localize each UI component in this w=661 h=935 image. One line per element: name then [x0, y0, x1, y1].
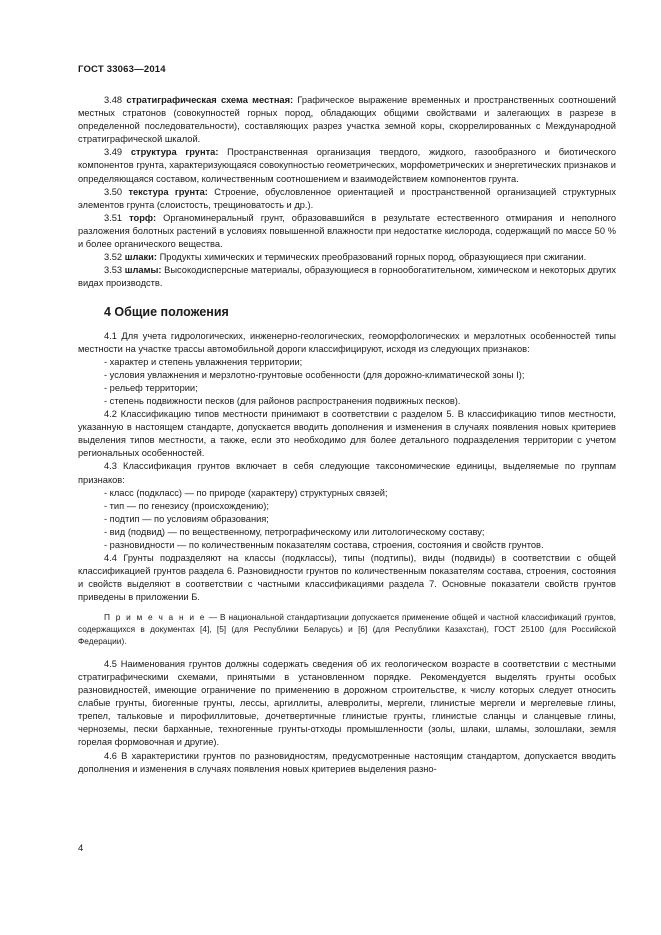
note [78, 612, 616, 647]
document-code: ГОСТ 33063—2014 [78, 64, 166, 75]
list-item: - подтип — по условиям образования; [104, 513, 269, 524]
list-item: - класс (подкласс) — по природе (характеру) структурных связей; [104, 487, 388, 498]
definition-number: 3.49 [104, 147, 123, 158]
definition-text: Пространственная организация твердого, жидкого, газообразного и биотического компонентов грунта, характеризующаяся совокупностью геометрических, морфометрических и энергетических признаков и определяющаяся составом, количественным соотношением и взаимодействием компонентов грунта. [78, 147, 616, 184]
note-label: П р и м е ч а н и е [104, 612, 206, 623]
definition-text: Продукты химических и термических преобразований горных пород, образующиеся при сжигании. [159, 252, 587, 263]
list-item: - вид (подвид) — по вещественному, петрографическому или литологическому составу; [104, 526, 485, 537]
definition-term: структура грунта: [130, 147, 219, 158]
definition-text: Высокодисперсные материалы, образующиеся в горнообогатительном, химическом и некоторых других видах производств. [78, 265, 616, 289]
definition-term: шламы: [124, 265, 162, 276]
list-item: - разновидности — по количественным показателям состава, строения, состояния и свойств грунтов. [104, 540, 544, 550]
definition-number: 3.51 [104, 212, 123, 223]
definition-3-50 [78, 186, 616, 212]
definition-number: 3.50 [104, 186, 123, 197]
paragraph-4-1: 4.1 Для учета гидрологических, инженерно-геологических, геоморфологических и мерзлотных особенностей типы местности на участке трассы автомобильной дороги классифицируют, исходя из следующих признаков: [78, 330, 616, 354]
definition-text: Органоминеральный грунт, образовавшийся в результате естественного отмирания и неполного разложения болотных растений в условиях повышенной влажности при недостатке кислорода, содержащий по массе 50 % и более органического вещества. [78, 212, 616, 250]
definition-text: Графическое выражение временных и пространственных соотношений местных стратонов (совокупностей горных пород, обладающих общими свойствами и залегающих в разрезе в определенной последовательности), составляющих разрез участка земной коры, скоррелированных с Международной стратиграфической шкалой. [78, 95, 617, 145]
list-item: - степень подвижности песков (для районов распространения подвижных песков). [104, 395, 461, 406]
list-item: - характер и степень увлажнения территории; [104, 356, 303, 367]
page-number: 4 [78, 843, 84, 854]
paragraph-4-3: 4.3 Классификация грунтов включает в себя следующие таксономические единицы, выделяемые по группам признаков: [78, 461, 616, 485]
definition-number: 3.53 [104, 265, 123, 276]
definition-text: Строение, обусловленное ориентацией и пространственной организацией структурных элементов грунта (слоистость, трещиноватость и др.). [78, 186, 617, 210]
definition-number: 3.52 [104, 252, 123, 263]
definition-3-49 [78, 146, 616, 185]
note-text: — В национальной стандартизации допускается применение общей и частной классификаций грунтов, содержащихся в документах [4], [5] (для Республики Беларусь) и [6] (для Республики Казахстан), ГОСТ 25100 (для Российской Федерации). [78, 612, 616, 647]
paragraph-4-2: 4.2 Классификацию типов местности принимают в соответствии с разделом 5. В классификацию типов местности, указанную в настоящем стандарте, допускается вводить дополнения и изменения в случаях появления новых критериев выделения типов местности, а также, если это необходимо для более детального подразделения территории с учетом региональных особенностей. [78, 409, 616, 459]
list-item: - рельеф территории; [104, 382, 198, 393]
definition-term: стратиграфическая схема местная: [126, 95, 294, 105]
list-item: - условия увлажнения и мерзлотно-грунтовые особенности (для дорожно-климатической зоны I); [104, 369, 525, 380]
definition-3-48 [78, 94, 616, 146]
definition-3-53 [78, 264, 616, 290]
list-item: - тип — по генезису (происхождению); [104, 500, 269, 511]
definition-number: 3.48 [104, 95, 123, 105]
definition-3-51 [78, 212, 616, 251]
definition-term: шлаки: [124, 252, 157, 263]
paragraph-4-6: 4.6 В характеристики грунтов по разновидностям, предусмотренные настоящим стандартом, допускается вводить дополнения и изменения в случаях появления новых критериев выделения разно- [78, 750, 616, 774]
definition-term: текстура грунта: [128, 186, 208, 197]
section-title: 4 Общие положения [104, 305, 229, 320]
paragraph-4-4: 4.4 Грунты подразделяют на классы (подклассы), типы (подтипы), виды (подвиды) в соответствии с общей классификацией грунтов раздела 6. Разновидности грунтов по количественным показателям состава, строения, состояния и свойств выделяют в соответствии с частными классификациями раздела 7. Основные показатели свойств грунтов приведены в приложении Б. [78, 553, 616, 603]
paragraph-4-5: 4.5 Наименования грунтов должны содержать сведения об их геологическом возрасте в соответствии с местными стратиграфическими схемами, принятыми в установленном порядке. Рекомендуется выделять грунты особых разновидностей, имеющие ограничение по применению в дорожном строительстве, к числу которых следует относить слабые грунты, биогенные грунты, лессы, аргиллиты, алевролиты, мергели, глинистые мергели и мергелевые глины, трепел, тальковые и пирофиллитовые, дочетвертичные глинистые грунты, глинистые сланцы и сланцевые глины, черноземы, пески барханные, техногенные грунты-отходы промышленности (золы, шлаки, шламы, золошлаки, земля горелая формовочная и другие). [78, 658, 616, 748]
definition-3-52 [78, 251, 616, 264]
document-body [78, 94, 616, 776]
definition-term: торф: [129, 212, 157, 223]
